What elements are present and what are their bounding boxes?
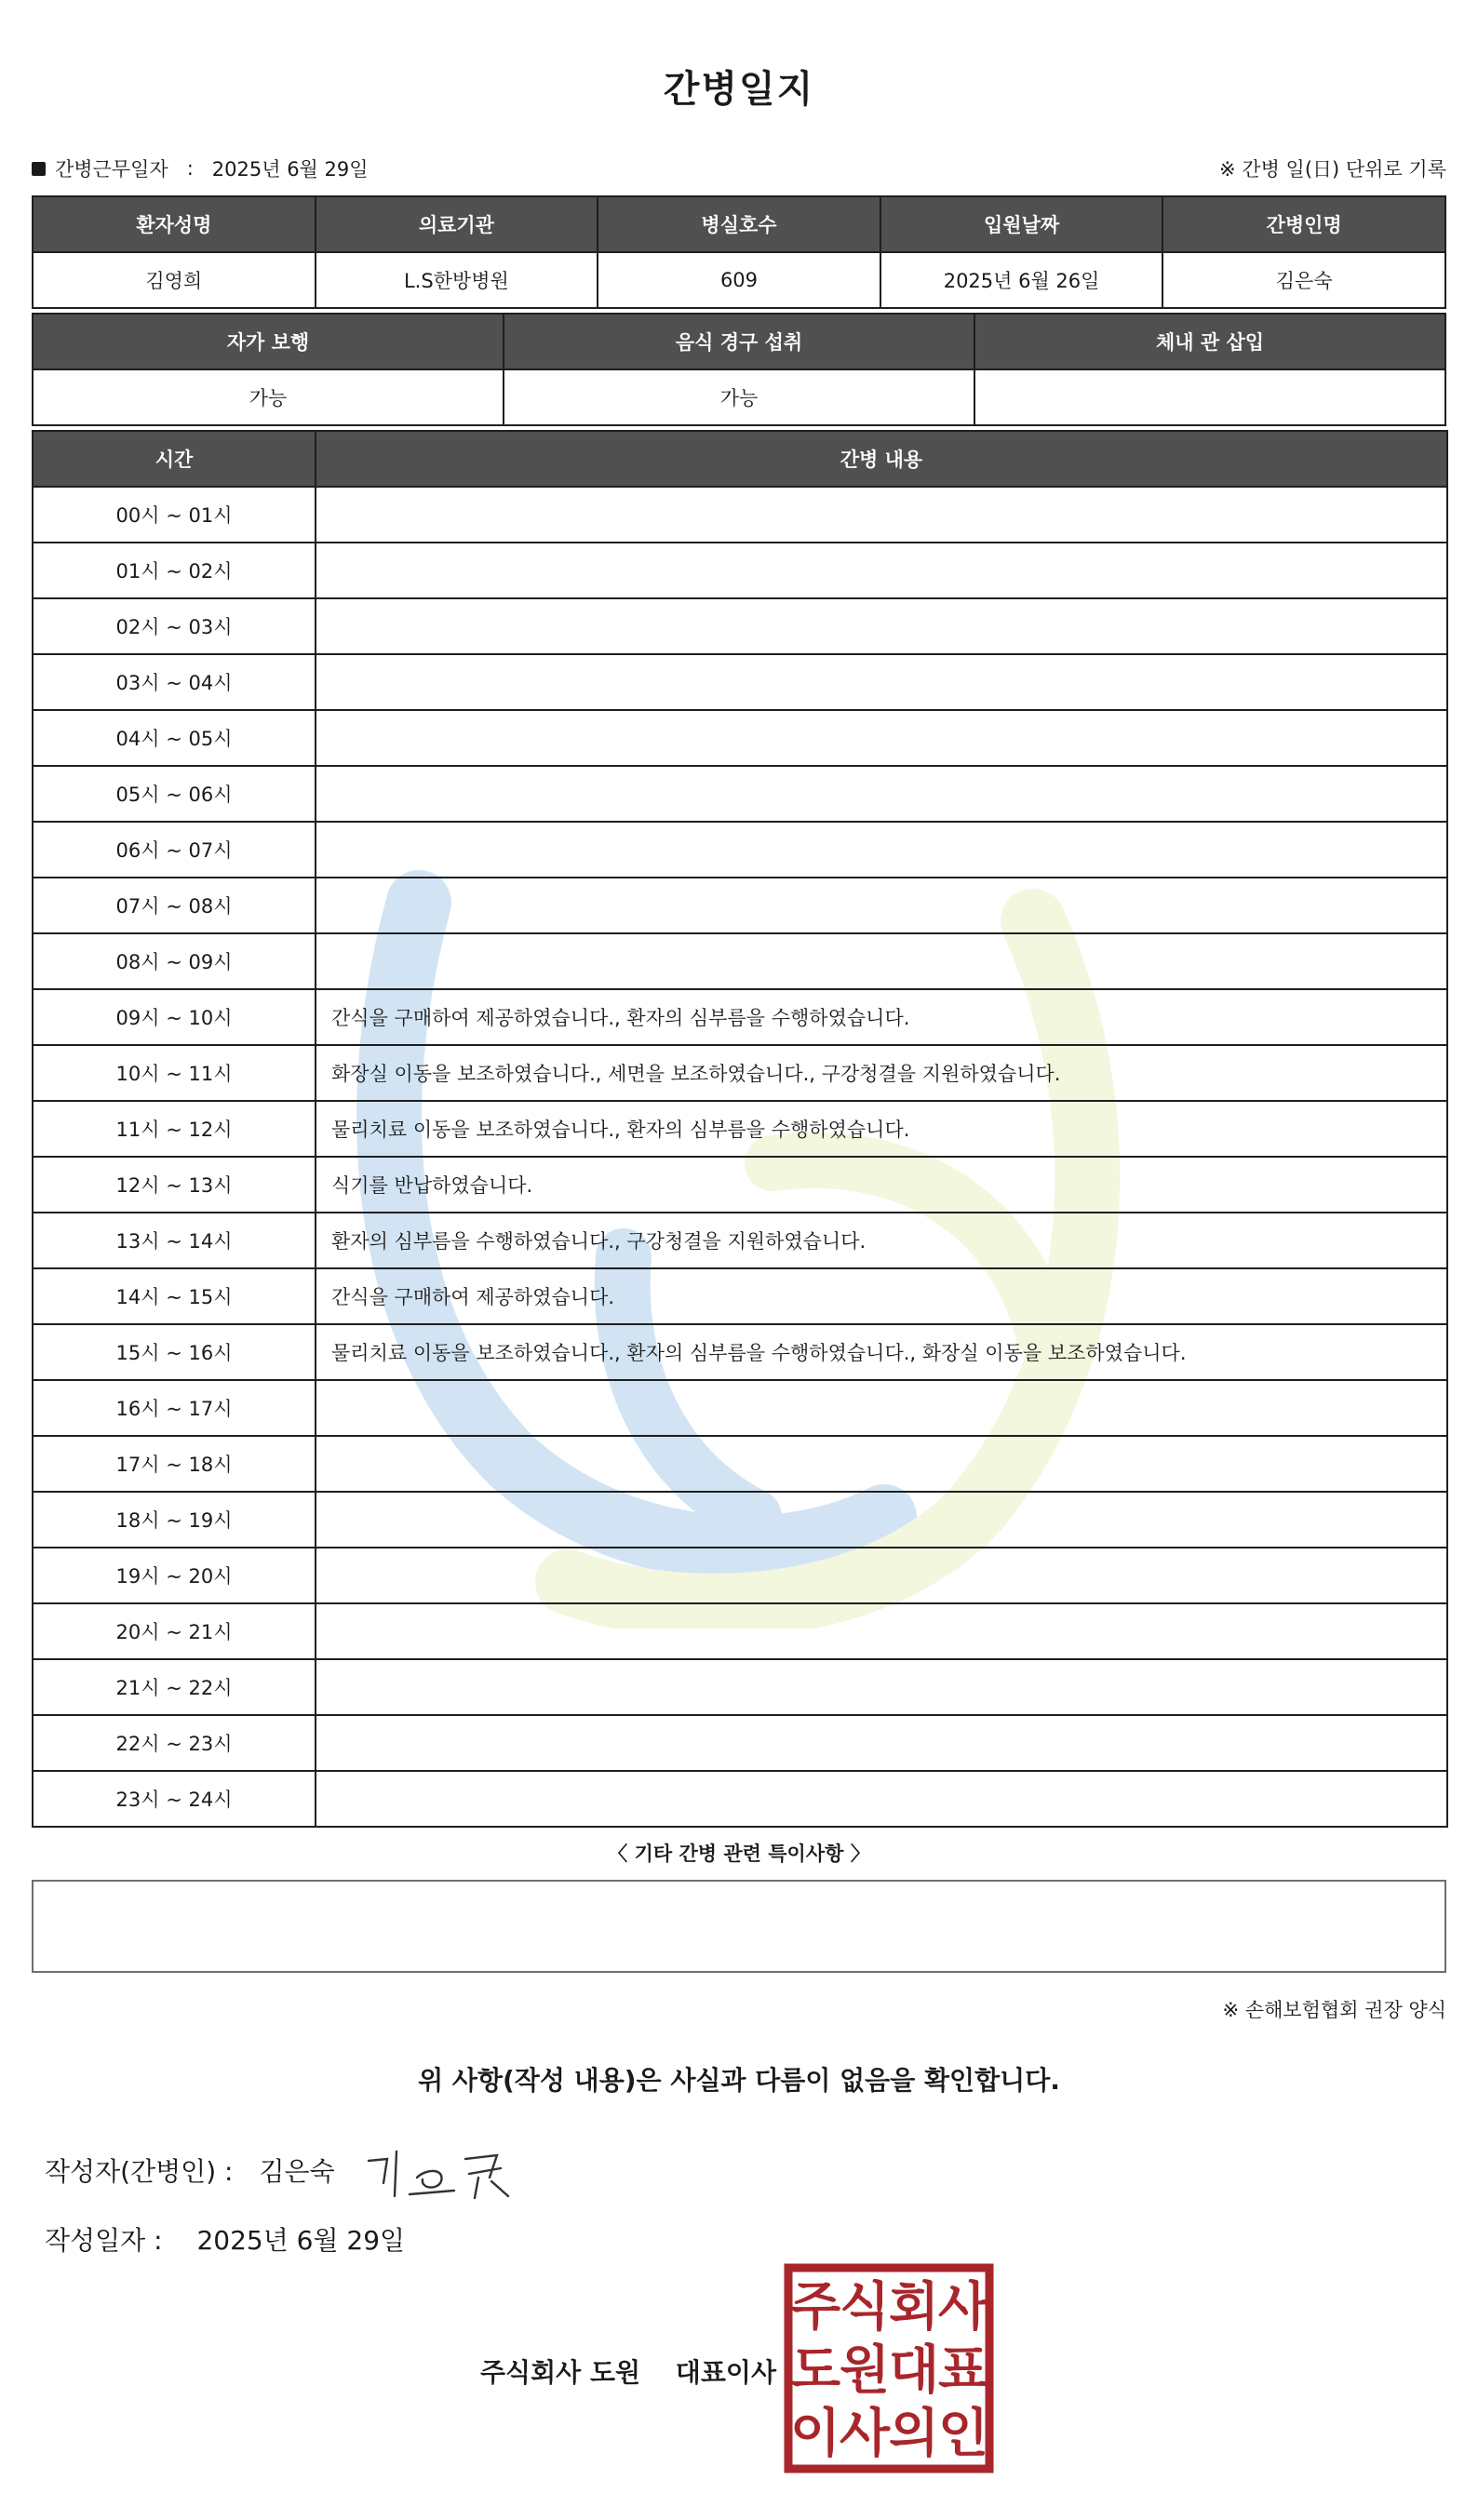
header-room: 병실호수 xyxy=(598,196,880,252)
company-row xyxy=(480,2352,776,2390)
log-content xyxy=(316,1603,1447,1659)
log-time: 04시 ~ 05시 xyxy=(33,710,316,766)
log-time: 08시 ~ 09시 xyxy=(33,933,316,989)
table-row xyxy=(33,710,1447,766)
log-content xyxy=(316,933,1447,989)
table-row xyxy=(33,1324,1447,1380)
room-number: 609 xyxy=(598,252,880,308)
log-content xyxy=(316,1436,1447,1492)
self-walking-value: 가능 xyxy=(33,369,504,425)
log-time: 19시 ~ 20시 xyxy=(33,1548,316,1603)
table-row xyxy=(33,654,1447,710)
log-content xyxy=(316,1492,1447,1548)
table-row xyxy=(33,1659,1447,1715)
log-content xyxy=(316,710,1447,766)
log-time: 18시 ~ 19시 xyxy=(33,1492,316,1548)
table-row xyxy=(33,989,1447,1045)
table-row xyxy=(33,822,1447,878)
table-row xyxy=(33,1771,1447,1827)
table-row xyxy=(33,1213,1447,1268)
log-time: 02시 ~ 03시 xyxy=(33,598,316,654)
log-time: 20시 ~ 21시 xyxy=(33,1603,316,1659)
log-time: 03시 ~ 04시 xyxy=(33,654,316,710)
log-time: 05시 ~ 06시 xyxy=(33,766,316,822)
log-content xyxy=(316,1659,1447,1715)
table-row xyxy=(33,1380,1447,1436)
table-row xyxy=(33,543,1447,598)
status-value-row xyxy=(33,369,1445,425)
log-content xyxy=(316,487,1447,543)
log-time: 01시 ~ 02시 xyxy=(33,543,316,598)
writer-row xyxy=(45,2151,335,2189)
log-content: 간식을 구매하여 제공하였습니다. xyxy=(316,1268,1447,1324)
tube-insertion-value xyxy=(974,369,1445,425)
hourly-care-log-table xyxy=(32,430,1448,1828)
log-content xyxy=(316,878,1447,933)
patient-info-table xyxy=(32,195,1446,309)
log-time: 14시 ~ 15시 xyxy=(33,1268,316,1324)
oral-intake-value: 가능 xyxy=(504,369,974,425)
table-row xyxy=(33,878,1447,933)
stamp-glyph: 표 xyxy=(937,2340,989,2401)
stamp-glyph: 의 xyxy=(888,2404,940,2464)
header-hospital: 의료기관 xyxy=(316,196,598,252)
table-row xyxy=(33,1157,1447,1213)
page-title: 간병일지 xyxy=(663,68,815,111)
table-row xyxy=(33,1101,1447,1157)
caregiver-name: 김은숙 xyxy=(1162,252,1445,308)
log-time: 16시 ~ 17시 xyxy=(33,1380,316,1436)
log-time: 13시 ~ 14시 xyxy=(33,1213,316,1268)
table-row xyxy=(33,1492,1447,1548)
patient-info-value-row xyxy=(33,252,1445,308)
table-row xyxy=(33,487,1447,543)
log-time: 17시 ~ 18시 xyxy=(33,1436,316,1492)
written-date-label: 작성일자 : xyxy=(45,2225,163,2256)
log-time: 15시 ~ 16시 xyxy=(33,1324,316,1380)
log-content xyxy=(316,543,1447,598)
care-date-colon: : xyxy=(186,157,194,180)
table-row xyxy=(33,1045,1447,1101)
header-tube-insertion: 체내 관 삽입 xyxy=(974,314,1445,369)
admission-date: 2025년 6월 26일 xyxy=(880,252,1163,308)
log-time: 10시 ~ 11시 xyxy=(33,1045,316,1101)
header-admission-date: 입원날짜 xyxy=(880,196,1163,252)
stamp-glyph: 원 xyxy=(839,2340,891,2401)
ceo-title: 대표이사 xyxy=(675,2357,776,2388)
log-content xyxy=(316,598,1447,654)
care-date-value: 2025년 6월 29일 xyxy=(211,158,369,181)
header-time: 시간 xyxy=(33,431,316,487)
log-content xyxy=(316,822,1447,878)
log-time: 06시 ~ 07시 xyxy=(33,822,316,878)
writer-name: 김은숙 xyxy=(259,2156,335,2187)
company-seal-stamp-icon xyxy=(784,2263,994,2473)
confirmation-statement: 위 사항(작성 내용)은 사실과 다름이 없음을 확인합니다. xyxy=(418,2065,1060,2096)
record-unit-note: ※ 간병 일(日) 단위로 기록 xyxy=(1219,158,1446,181)
log-content: 물리치료 이동을 보조하였습니다., 환자의 심부름을 수행하였습니다. xyxy=(316,1101,1447,1157)
log-time: 00시 ~ 01시 xyxy=(33,487,316,543)
stamp-glyph: 식 xyxy=(839,2277,891,2338)
log-time: 23시 ~ 24시 xyxy=(33,1771,316,1827)
care-date-row xyxy=(32,154,369,182)
handwritten-signature-icon xyxy=(361,2140,529,2205)
special-notes-box xyxy=(32,1880,1446,1973)
log-time: 22시 ~ 23시 xyxy=(33,1715,316,1771)
header-care-content: 간병 내용 xyxy=(316,431,1447,487)
special-notes-title: 〈 기타 간병 관련 특이사항 〉 xyxy=(608,1843,870,1865)
patient-info-header-row xyxy=(33,196,1445,252)
log-content xyxy=(316,766,1447,822)
table-row xyxy=(33,1548,1447,1603)
table-row xyxy=(33,598,1447,654)
table-row xyxy=(33,1436,1447,1492)
writer-label: 작성자(간병인) : xyxy=(45,2156,234,2187)
patient-name: 김영희 xyxy=(33,252,316,308)
table-row xyxy=(33,766,1447,822)
log-content: 식기를 반납하였습니다. xyxy=(316,1157,1447,1213)
square-bullet-icon xyxy=(32,162,46,176)
log-time: 07시 ~ 08시 xyxy=(33,878,316,933)
company-name: 주식회사 도원 xyxy=(480,2357,641,2388)
stamp-glyph: 사 xyxy=(839,2404,891,2464)
log-time: 12시 ~ 13시 xyxy=(33,1157,316,1213)
patient-status-table xyxy=(32,313,1446,426)
written-date-row xyxy=(45,2220,405,2258)
table-row xyxy=(33,1715,1447,1771)
header-patient-name: 환자성명 xyxy=(33,196,316,252)
log-time: 11시 ~ 12시 xyxy=(33,1101,316,1157)
table-row xyxy=(33,1268,1447,1324)
header-self-walking: 자가 보행 xyxy=(33,314,504,369)
status-header-row xyxy=(33,314,1445,369)
log-header-row xyxy=(33,431,1447,487)
stamp-glyph: 도 xyxy=(789,2340,841,2401)
log-content xyxy=(316,1548,1447,1603)
header-caregiver-name: 간병인명 xyxy=(1162,196,1445,252)
log-content: 환자의 심부름을 수행하였습니다., 구강청결을 지원하였습니다. xyxy=(316,1213,1447,1268)
form-source-note: ※ 손해보험협회 권장 양식 xyxy=(1222,1999,1446,2021)
stamp-glyph: 대 xyxy=(888,2340,940,2401)
stamp-glyph: 인 xyxy=(937,2404,989,2464)
hospital-name: L.S한방병원 xyxy=(316,252,598,308)
log-content xyxy=(316,1380,1447,1436)
log-time: 09시 ~ 10시 xyxy=(33,989,316,1045)
header-oral-intake: 음식 경구 섭취 xyxy=(504,314,974,369)
care-date-label: 간병근무일자 xyxy=(55,158,168,181)
written-date-value: 2025년 6월 29일 xyxy=(196,2225,406,2256)
log-content: 물리치료 이동을 보조하였습니다., 환자의 심부름을 수행하였습니다., 화장실 이동을 보조하였습니다. xyxy=(316,1324,1447,1380)
stamp-glyph: 이 xyxy=(789,2404,841,2464)
log-content xyxy=(316,1715,1447,1771)
log-content: 간식을 구매하여 제공하였습니다., 환자의 심부름을 수행하였습니다. xyxy=(316,989,1447,1045)
table-row xyxy=(33,933,1447,989)
log-content xyxy=(316,654,1447,710)
log-content xyxy=(316,1771,1447,1827)
table-row xyxy=(33,1603,1447,1659)
stamp-glyph: 주 xyxy=(789,2277,841,2338)
stamp-glyph: 회 xyxy=(888,2277,940,2338)
log-time: 21시 ~ 22시 xyxy=(33,1659,316,1715)
stamp-glyph: 사 xyxy=(937,2277,989,2338)
log-content: 화장실 이동을 보조하였습니다., 세면을 보조하였습니다., 구강청결을 지원하였습니다. xyxy=(316,1045,1447,1101)
